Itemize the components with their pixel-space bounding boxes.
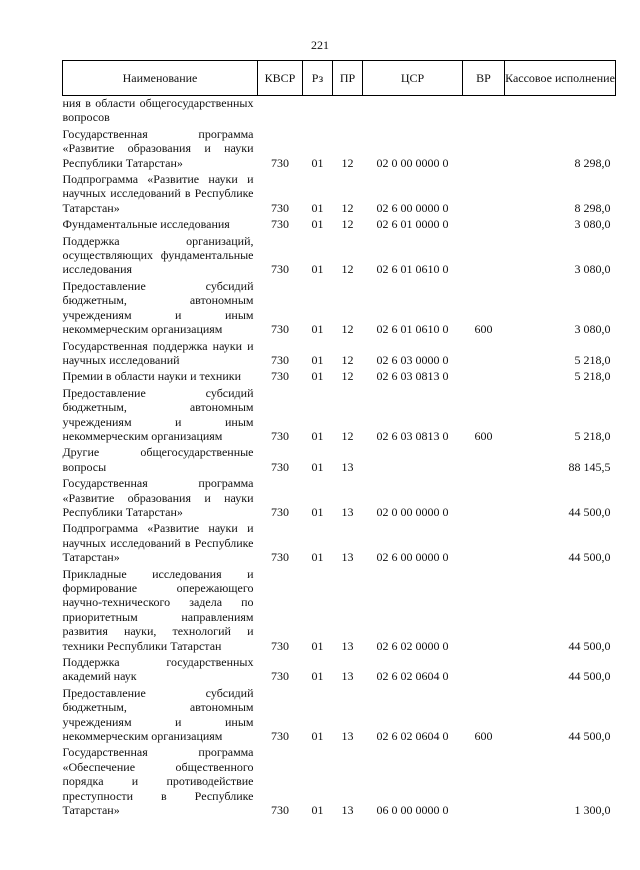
table-row: [63, 565, 616, 653]
table-row: [63, 232, 616, 277]
row-kvsr: 730: [271, 200, 289, 215]
row-pr: 12: [341, 352, 354, 367]
row-pr: 12: [341, 217, 354, 232]
row-sum: 44 500,0: [568, 729, 611, 744]
row-pr: 13: [341, 729, 354, 744]
row-rz: 01: [311, 504, 324, 519]
row-name: Государственная поддержка науки и научных исследований: [62, 338, 254, 367]
row-csr: 02 6 01 0610 0: [376, 322, 449, 337]
row-csr: 02 6 02 0604 0: [376, 669, 449, 684]
table-row: [63, 215, 616, 231]
table-row: [63, 474, 616, 519]
header-vr: ВР: [463, 61, 505, 96]
row-vr: 600: [474, 322, 493, 337]
row-name: Подпрограмма «Развитие науки и научных исследований в Республике Татарстан»: [62, 521, 254, 565]
row-csr: 02 6 01 0610 0: [376, 262, 449, 277]
row-rz: 01: [311, 550, 324, 565]
row-kvsr: 730: [271, 504, 289, 519]
row-pr: 13: [341, 803, 354, 818]
row-kvsr: 730: [271, 638, 289, 653]
row-sum: 1 300,0: [574, 803, 611, 818]
row-vr: [463, 215, 505, 231]
row-sum: [505, 96, 616, 125]
row-pr: 13: [341, 638, 354, 653]
row-csr: 02 0 00 0000 0: [376, 504, 449, 519]
row-rz: [303, 96, 333, 125]
row-pr: 13: [341, 550, 354, 565]
row-csr: 02 6 03 0813 0: [376, 369, 449, 384]
row-sum: 5 218,0: [574, 352, 611, 367]
header-pr: ПР: [333, 61, 363, 96]
row-rz: 01: [311, 262, 324, 277]
row-kvsr: 730: [271, 803, 289, 818]
table-row: [63, 277, 616, 337]
row-csr: 02 6 03 0000 0: [376, 352, 449, 367]
table-row: [63, 367, 616, 383]
row-pr: 13: [341, 504, 354, 519]
table-row: [63, 96, 616, 125]
row-name: Премии в области науки и техники: [62, 369, 242, 384]
row-pr: 12: [341, 369, 354, 384]
row-csr: 02 0 00 0000 0: [376, 155, 449, 170]
row-pr: 13: [341, 669, 354, 684]
row-sum: 8 298,0: [574, 155, 611, 170]
row-name: Прикладные исследования и формирование опережающего научно-технического задела по приоритетным направлениям развития науки, технологий и техники Республики Татарстан: [62, 566, 254, 653]
row-kvsr: 730: [271, 428, 289, 443]
row-name: Предоставление субсидий бюджетным, автономным учреждениям и иным некоммерческим организациям: [62, 278, 254, 337]
table-row: [63, 443, 616, 474]
table-row: [63, 125, 616, 170]
row-name: Государственная программа «Развитие образования и науки Республики Татарстан»: [62, 476, 254, 519]
row-sum: 3 080,0: [574, 217, 611, 232]
row-name: Государственная программа «Развитие образования и науки Республики Татарстан»: [62, 126, 254, 170]
row-rz: 01: [311, 729, 324, 744]
row-pr: 12: [341, 262, 354, 277]
row-csr: 02 6 02 0000 0: [376, 638, 449, 653]
row-kvsr: 730: [271, 155, 289, 170]
row-kvsr: 730: [271, 322, 289, 337]
row-kvsr: 730: [271, 217, 289, 232]
row-name: Государственная программа «Обеспечение общественного порядка и противодействие преступности в Республике Татарстан»: [62, 745, 254, 818]
row-rz: 01: [311, 200, 324, 215]
header-name: Наименование: [63, 61, 258, 96]
row-rz: 01: [311, 638, 324, 653]
row-kvsr: 730: [271, 369, 289, 384]
row-rz: 01: [311, 352, 324, 367]
table-row: [63, 743, 616, 817]
row-vr: [463, 125, 505, 170]
row-pr: 12: [341, 322, 354, 337]
row-sum: 44 500,0: [568, 669, 611, 684]
header-csr: ЦСР: [363, 61, 463, 96]
row-kvsr: 730: [271, 262, 289, 277]
table-body: [63, 96, 616, 818]
row-kvsr: 730: [271, 729, 289, 744]
page-number: 221: [311, 38, 329, 52]
row-rz: 01: [311, 369, 324, 384]
row-rz: 01: [311, 803, 324, 818]
row-name: Предоставление субсидий бюджетным, автономным учреждениям и иным некоммерческим организациям: [62, 385, 254, 443]
row-pr: 12: [341, 428, 354, 443]
row-sum: 44 500,0: [568, 504, 611, 519]
row-vr: [463, 337, 505, 368]
row-vr: [463, 653, 505, 684]
table-header-row: [63, 61, 616, 96]
row-vr: [463, 443, 505, 474]
row-sum: 44 500,0: [568, 550, 611, 565]
row-csr: [363, 96, 463, 125]
row-csr: 02 6 00 0000 0: [376, 550, 449, 565]
row-vr: [463, 565, 505, 653]
row-sum: 3 080,0: [574, 322, 611, 337]
table-row: [63, 170, 616, 215]
row-name: Поддержка государственных академий наук: [62, 655, 254, 684]
row-csr: [363, 443, 463, 474]
row-rz: 01: [311, 322, 324, 337]
row-pr: 13: [341, 459, 354, 474]
row-kvsr: 730: [271, 550, 289, 565]
row-name: Предоставление субсидий бюджетным, автономным учреждениям и иным некоммерческим организациям: [62, 685, 254, 744]
header-rz: Рз: [303, 61, 333, 96]
header-kvsr: КВСР: [258, 61, 303, 96]
table-row: [63, 684, 616, 744]
row-rz: 01: [311, 669, 324, 684]
table-row: [63, 384, 616, 444]
row-vr: [463, 743, 505, 817]
table-row: [63, 653, 616, 684]
row-rz: 01: [311, 155, 324, 170]
row-rz: 01: [311, 459, 324, 474]
row-sum: 5 218,0: [574, 369, 611, 384]
row-name: Поддержка организаций, осуществляющих фундаментальные исследования: [62, 233, 254, 277]
row-pr: 12: [341, 155, 354, 170]
row-csr: 02 6 01 0000 0: [376, 217, 449, 232]
row-vr: [463, 96, 505, 125]
header-sum: Кассовое исполнение: [505, 61, 616, 96]
row-kvsr: 730: [271, 352, 289, 367]
row-name: Фундаментальные исследования: [62, 217, 230, 232]
row-name: ния в области общегосударственных вопросов: [62, 96, 254, 125]
row-csr: 06 0 00 0000 0: [376, 803, 449, 818]
row-csr: 02 6 02 0604 0: [376, 729, 449, 744]
table-row: [63, 337, 616, 368]
row-vr: [463, 474, 505, 519]
row-name: Подпрограмма «Развитие науки и научных исследований в Республике Татарстан»: [62, 172, 254, 215]
row-vr: 600: [474, 729, 493, 744]
row-kvsr: 730: [271, 459, 289, 474]
budget-table: [62, 60, 616, 818]
row-pr: 12: [341, 200, 354, 215]
row-rz: 01: [311, 217, 324, 232]
row-vr: [463, 519, 505, 564]
row-sum: 8 298,0: [574, 200, 611, 215]
row-name: Другие общегосударственные вопросы: [62, 445, 254, 474]
row-vr: [463, 232, 505, 277]
row-sum: 44 500,0: [568, 638, 611, 653]
row-rz: 01: [311, 428, 324, 443]
row-sum: 88 145,5: [568, 459, 611, 474]
row-sum: 5 218,0: [574, 428, 611, 443]
row-kvsr: [258, 96, 303, 125]
row-pr: [333, 96, 363, 125]
table-row: [63, 519, 616, 564]
row-vr: [463, 170, 505, 215]
row-vr: 600: [474, 428, 493, 443]
row-csr: 02 6 03 0813 0: [376, 428, 449, 443]
row-sum: 3 080,0: [574, 262, 611, 277]
row-kvsr: 730: [271, 669, 289, 684]
row-vr: [463, 367, 505, 383]
row-csr: 02 6 00 0000 0: [376, 200, 449, 215]
